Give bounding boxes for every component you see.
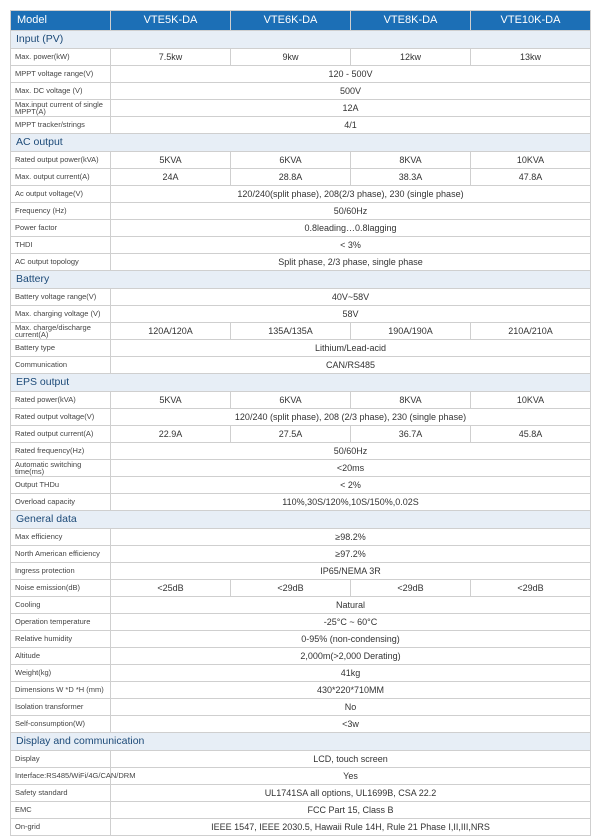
spec-label: Max. DC voltage (V) xyxy=(11,83,111,100)
spec-table xyxy=(10,10,591,836)
model-column-header: VTE5K-DA xyxy=(111,11,231,31)
spec-row xyxy=(11,340,591,357)
spec-value: No xyxy=(111,699,591,716)
spec-row xyxy=(11,306,591,323)
spec-value: 58V xyxy=(111,306,591,323)
spec-value: 430*220*710MM xyxy=(111,682,591,699)
spec-label: Max. charging voltage (V) xyxy=(11,306,111,323)
spec-row xyxy=(11,254,591,271)
spec-label: Rated output power(kVA) xyxy=(11,152,111,169)
spec-row xyxy=(11,426,591,443)
spec-label: Safety standard xyxy=(11,785,111,802)
spec-value: <29dB xyxy=(471,580,591,597)
spec-value: 40V~58V xyxy=(111,289,591,306)
spec-value: 120A/120A xyxy=(111,323,231,340)
spec-value: < 3% xyxy=(111,237,591,254)
section-header-row xyxy=(11,511,591,529)
section-title: Display and communication xyxy=(11,733,591,751)
spec-label: Automatic switching time(ms) xyxy=(11,460,111,477)
model-column-header: VTE6K-DA xyxy=(231,11,351,31)
spec-value: 28.8A xyxy=(231,169,351,186)
spec-row xyxy=(11,699,591,716)
spec-value: 47.8A xyxy=(471,169,591,186)
spec-row xyxy=(11,563,591,580)
spec-label: Power factor xyxy=(11,220,111,237)
spec-value: <29dB xyxy=(231,580,351,597)
spec-row xyxy=(11,802,591,819)
model-header: Model xyxy=(11,11,111,31)
spec-value: Yes xyxy=(111,768,591,785)
spec-value: 0-95% (non-condensing) xyxy=(111,631,591,648)
spec-value: 135A/135A xyxy=(231,323,351,340)
spec-value: <25dB xyxy=(111,580,231,597)
spec-row xyxy=(11,152,591,169)
spec-value: <29dB xyxy=(351,580,471,597)
spec-label: Max.input current of single MPPT(A) xyxy=(11,100,111,117)
spec-value: 5KVA xyxy=(111,392,231,409)
spec-label: Max. power(kW) xyxy=(11,49,111,66)
spec-value: 110%,30S/120%,10S/150%,0.02S xyxy=(111,494,591,511)
model-column-header: VTE8K-DA xyxy=(351,11,471,31)
spec-label: Isolation transformer xyxy=(11,699,111,716)
spec-row xyxy=(11,66,591,83)
spec-value: 13kw xyxy=(471,49,591,66)
spec-label: MPPT tracker/strings xyxy=(11,117,111,134)
spec-row xyxy=(11,819,591,836)
section-header-row xyxy=(11,31,591,49)
spec-value: 8KVA xyxy=(351,392,471,409)
spec-label: Communication xyxy=(11,357,111,374)
spec-value: <20ms xyxy=(111,460,591,477)
spec-label: Rated frequency(Hz) xyxy=(11,443,111,460)
spec-label: On-grid xyxy=(11,819,111,836)
spec-value: Lithium/Lead-acid xyxy=(111,340,591,357)
spec-value: 500V xyxy=(111,83,591,100)
spec-label: THDI xyxy=(11,237,111,254)
spec-label: Rated output current(A) xyxy=(11,426,111,443)
spec-value: ≥98.2% xyxy=(111,529,591,546)
spec-value: 120/240(split phase), 208(2/3 phase), 230 (single phase) xyxy=(111,186,591,203)
spec-row xyxy=(11,477,591,494)
spec-label: Display xyxy=(11,751,111,768)
spec-row xyxy=(11,357,591,374)
spec-value: 10KVA xyxy=(471,152,591,169)
spec-value: 50/60Hz xyxy=(111,203,591,220)
spec-label: AC output topology xyxy=(11,254,111,271)
spec-label: Ac output voltage(V) xyxy=(11,186,111,203)
spec-label: Cooling xyxy=(11,597,111,614)
spec-row xyxy=(11,186,591,203)
spec-row xyxy=(11,460,591,477)
spec-row xyxy=(11,220,591,237)
spec-row xyxy=(11,289,591,306)
spec-row xyxy=(11,665,591,682)
spec-row xyxy=(11,751,591,768)
spec-row xyxy=(11,203,591,220)
spec-label: Self-consumption(W) xyxy=(11,716,111,733)
spec-row xyxy=(11,49,591,66)
model-column-header: VTE10K-DA xyxy=(471,11,591,31)
spec-row xyxy=(11,529,591,546)
spec-row xyxy=(11,83,591,100)
spec-value: 24A xyxy=(111,169,231,186)
spec-label: Battery type xyxy=(11,340,111,357)
spec-label: Weight(kg) xyxy=(11,665,111,682)
spec-label: Altitude xyxy=(11,648,111,665)
spec-label: North American efficiency xyxy=(11,546,111,563)
spec-value: <3w xyxy=(111,716,591,733)
spec-label: Operation temperature xyxy=(11,614,111,631)
spec-row xyxy=(11,768,591,785)
spec-label: Noise emission(dB) xyxy=(11,580,111,597)
spec-value: 4/1 xyxy=(111,117,591,134)
spec-label: Battery voltage range(V) xyxy=(11,289,111,306)
spec-value: 6KVA xyxy=(231,392,351,409)
spec-label: Output THDu xyxy=(11,477,111,494)
spec-value: 36.7A xyxy=(351,426,471,443)
spec-row xyxy=(11,237,591,254)
spec-row xyxy=(11,392,591,409)
spec-value: 45.8A xyxy=(471,426,591,443)
spec-row xyxy=(11,614,591,631)
spec-label: Overload capacity xyxy=(11,494,111,511)
spec-value: 120 - 500V xyxy=(111,66,591,83)
spec-row xyxy=(11,580,591,597)
spec-value: < 2% xyxy=(111,477,591,494)
spec-value: 41kg xyxy=(111,665,591,682)
spec-row xyxy=(11,443,591,460)
spec-row xyxy=(11,597,591,614)
spec-value: 12kw xyxy=(351,49,471,66)
spec-value: 22.9A xyxy=(111,426,231,443)
spec-body xyxy=(11,31,591,836)
spec-value: 27.5A xyxy=(231,426,351,443)
spec-value: 9kw xyxy=(231,49,351,66)
spec-value: 38.3A xyxy=(351,169,471,186)
spec-label: Interface:RS485/WiFi/4G/CAN/DRM xyxy=(11,768,111,785)
spec-label: Rated power(kVA) xyxy=(11,392,111,409)
spec-value: LCD, touch screen xyxy=(111,751,591,768)
section-title: EPS output xyxy=(11,374,591,392)
spec-row xyxy=(11,785,591,802)
spec-value: 5KVA xyxy=(111,152,231,169)
spec-label: Ingress protection xyxy=(11,563,111,580)
spec-row xyxy=(11,409,591,426)
section-header-row xyxy=(11,134,591,152)
spec-value: 10KVA xyxy=(471,392,591,409)
spec-value: 12A xyxy=(111,100,591,117)
spec-value: 7.5kw xyxy=(111,49,231,66)
spec-row xyxy=(11,631,591,648)
header-row xyxy=(11,11,591,31)
spec-value: 8KVA xyxy=(351,152,471,169)
section-title: General data xyxy=(11,511,591,529)
spec-label: Max efficiency xyxy=(11,529,111,546)
spec-row xyxy=(11,117,591,134)
spec-row xyxy=(11,546,591,563)
spec-label: Max. charge/discharge current(A) xyxy=(11,323,111,340)
spec-value: Split phase, 2/3 phase, single phase xyxy=(111,254,591,271)
spec-row xyxy=(11,100,591,117)
spec-value: 120/240 (split phase), 208 (2/3 phase), 230 (single phase) xyxy=(111,409,591,426)
section-title: Input (PV) xyxy=(11,31,591,49)
spec-label: Dimensions W *D *H (mm) xyxy=(11,682,111,699)
spec-label: Frequency (Hz) xyxy=(11,203,111,220)
spec-row xyxy=(11,648,591,665)
section-title: Battery xyxy=(11,271,591,289)
spec-value: CAN/RS485 xyxy=(111,357,591,374)
spec-value: 2,000m(>2,000 Derating) xyxy=(111,648,591,665)
spec-label: Rated output voltage(V) xyxy=(11,409,111,426)
spec-row xyxy=(11,682,591,699)
spec-value: 6KVA xyxy=(231,152,351,169)
spec-label: EMC xyxy=(11,802,111,819)
spec-row xyxy=(11,323,591,340)
spec-label: Relative humidity xyxy=(11,631,111,648)
spec-value: FCC Part 15, Class B xyxy=(111,802,591,819)
spec-sheet xyxy=(10,0,590,836)
spec-value: UL1741SA all options, UL1699B, CSA 22.2 xyxy=(111,785,591,802)
spec-value: 0.8leading…0.8lagging xyxy=(111,220,591,237)
spec-value: ≥97.2% xyxy=(111,546,591,563)
section-header-row xyxy=(11,374,591,392)
spec-label: Max. output current(A) xyxy=(11,169,111,186)
section-header-row xyxy=(11,271,591,289)
spec-value: 50/60Hz xyxy=(111,443,591,460)
spec-value: IP65/NEMA 3R xyxy=(111,563,591,580)
section-header-row xyxy=(11,733,591,751)
spec-value: Natural xyxy=(111,597,591,614)
spec-row xyxy=(11,494,591,511)
section-title: AC output xyxy=(11,134,591,152)
spec-row xyxy=(11,169,591,186)
spec-value: 210A/210A xyxy=(471,323,591,340)
spec-label: MPPT voltage range(V) xyxy=(11,66,111,83)
spec-value: -25°C ~ 60°C xyxy=(111,614,591,631)
spec-value: IEEE 1547, IEEE 2030.5, Hawaii Rule 14H, Rule 21 Phase I,II,III,NRS xyxy=(111,819,591,836)
spec-value: 190A/190A xyxy=(351,323,471,340)
spec-row xyxy=(11,716,591,733)
